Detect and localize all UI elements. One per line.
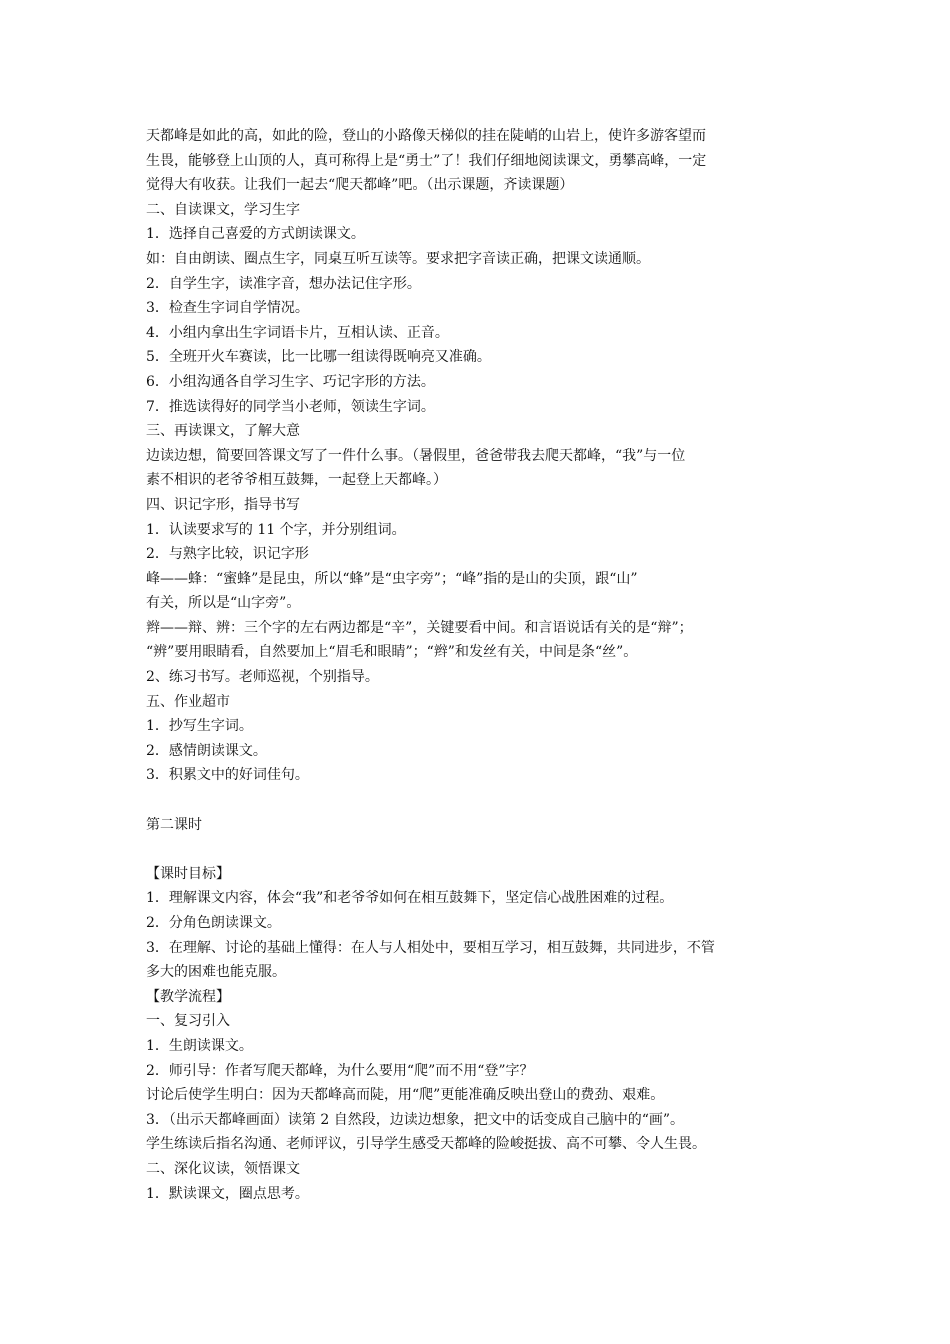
section-heading: 【教学流程】 <box>146 988 230 1005</box>
text-line: 3．积累文中的好词佳句。 <box>146 767 309 784</box>
document-page <box>146 124 816 1206</box>
section-heading: 【课时目标】 <box>146 865 230 882</box>
blank-line <box>146 788 816 813</box>
text-line: 多大的困难也能克服。 <box>146 964 286 981</box>
text-line: 3．在理解、讨论的基础上懂得：在人与人相处中，要相互学习，相互鼓舞，共同进步，不管 <box>146 939 715 956</box>
text-line: 1．认读要求写的 11 个字，并分别组词。 <box>146 521 406 538</box>
text-line: 2．感情朗读课文。 <box>146 742 267 759</box>
text-line: 学生练读后指名沟通、老师评议，引导学生感受天都峰的险峻挺拔、高不可攀、令人生畏。 <box>146 1136 706 1153</box>
text-line: 2．师引导：作者写爬天都峰，为什么要用“爬”而不用“登”字？ <box>146 1062 534 1079</box>
text-line: 1．抄写生字词。 <box>146 718 253 735</box>
section-heading: 二、深化议读，领悟课文 <box>146 1160 300 1177</box>
text-line: 讨论后使学生明白：因为天都峰高而陡，用“爬”更能准确反映出登山的费劲、艰难。 <box>146 1087 665 1104</box>
text-line: 6．小组沟通各自学习生字、巧记字形的方法。 <box>146 373 435 390</box>
text-line: 觉得大有收获。让我们一起去“爬天都峰”吧。（出示课题，齐读课题） <box>146 177 574 194</box>
text-line: 2．与熟字比较，识记字形 <box>146 546 309 563</box>
text-line: 7．推选读得好的同学当小老师，领读生字词。 <box>146 398 435 415</box>
text-line: 天都峰是如此的高，如此的险，登山的小路像天梯似的挂在陡峭的山岩上，使许多游客望而 <box>146 128 706 144</box>
text-line: 3．（出示天都峰画面）读第 2 自然段，边读边想象，把文中的话变成自己脑中的“画”。 <box>146 1111 685 1128</box>
text-line: 1．理解课文内容，体会“我”和老爷爷如何在相互鼓舞下，坚定信心战胜困难的过程。 <box>146 890 674 907</box>
text-line: 1．生朗读课文。 <box>146 1037 253 1054</box>
section-heading: 四、识记字形，指导书写 <box>146 496 300 513</box>
text-line: 2．自学生字，读准字音，想办法记住字形。 <box>146 275 421 292</box>
text-line: 素不相识的老爷爷相互鼓舞，一起登上天都峰。） <box>146 472 447 489</box>
text-line: 峰——蜂：“蜜蜂”是昆虫，所以“蜂”是“虫字旁”；“峰”指的是山的尖顶，跟“山” <box>146 570 638 587</box>
text-line: “辨”要用眼睛看，自然要加上“眉毛和眼睛”；“辫”和发丝有关，中间是条“丝”。 <box>146 644 638 661</box>
section-heading: 三、再读课文，了解大意 <box>146 423 300 440</box>
section-heading: 二、自读课文，学习生字 <box>146 201 300 218</box>
section-heading: 五、作业超市 <box>146 693 230 710</box>
text-line: 2、练习书写。老师巡视，个别指导。 <box>146 669 379 686</box>
blank-line <box>146 837 816 862</box>
text-line: 1．选择自己喜爱的方式朗读课文。 <box>146 226 365 243</box>
section-heading: 一、复习引入 <box>146 1013 230 1030</box>
text-line: 边读边想，简要回答课文写了一件什么事。（暑假里，爸爸带我去爬天都峰，“我”与一位 <box>146 447 686 464</box>
lesson-title: 第二课时 <box>146 816 202 833</box>
text-line: 5．全班开火车赛读，比一比哪一组读得既响亮又准确。 <box>146 349 491 366</box>
text-line: 2．分角色朗读课文。 <box>146 915 281 931</box>
text-line: 1．默读课文，圈点思考。 <box>146 1185 309 1202</box>
text-line: 4．小组内拿出生字词语卡片，互相认读、正音。 <box>146 324 449 341</box>
text-line: 生畏，能够登上山顶的人，真可称得上是“勇士”了！我们仔细地阅读课文，勇攀高峰，一定 <box>146 152 707 169</box>
text-line: 有关，所以是“山字旁”。 <box>146 595 301 612</box>
text-line: 如：自由朗读、圈点生字，同桌互听互读等。要求把字音读正确，把课文读通顺。 <box>146 250 650 267</box>
text-line: 3．检查生字词自学情况。 <box>146 300 309 317</box>
text-line: 辫——辩、辨：三个字的左右两边都是“辛”，关键要看中间。和言语说话有关的是“辩”； <box>146 619 693 636</box>
